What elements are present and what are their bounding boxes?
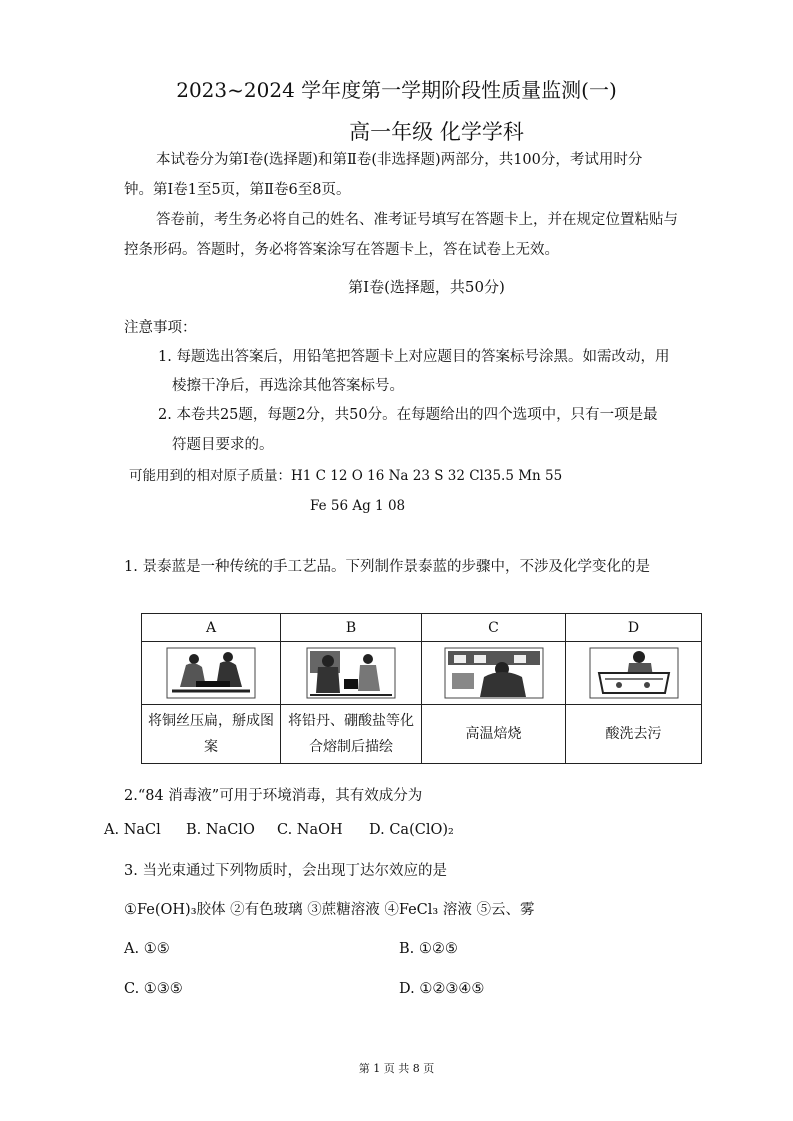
q1-image-d [566,642,702,705]
q1-caption-b [281,705,422,764]
q1-caption-a-line2: 案 [204,739,218,755]
page-footer: 第 1 页 共 8 页 [358,1062,435,1075]
q3-stem: 3. 当光束通过下列物质时，会出现丁达尔效应的是 [124,863,447,879]
q1-col-a: A [142,614,281,642]
q2-option-c: C. NaOH [277,822,343,838]
q1-table [141,613,702,764]
note2-line1: 2. 本卷共25题，每题2分，共50分。在每题给出的四个选项中，只有一项是最 [158,407,658,423]
q3-option-c: C. ①③⑤ [124,981,183,997]
intro-para2-line1: 答卷前，考生务必将自己的姓名、准考证号填写在答题卡上，并在规定位置粘贴与 [156,212,678,228]
q1-stem: 1. 景泰蓝是一种传统的手工艺品。下列制作景泰蓝的步骤中，不涉及化学变化的是 [124,559,650,575]
note1-line2: 棱擦干净后，再选涂其他答案标号。 [172,378,404,394]
q2-option-b: B. NaClO [186,822,255,838]
artisan-painting-enamel-illustration [306,647,396,699]
q1-caption-d [566,705,702,764]
q1-image-a [142,642,281,705]
section1-title: 第Ⅰ卷(选择题，共50分) [348,278,505,296]
q3-option-b: B. ①②⑤ [399,941,458,957]
exam-subtitle: 高一年级 化学学科 [349,120,524,144]
q1-caption-b-line1: 将铅丹、硼酸盐等化 [288,713,414,729]
atomic-mass-line1: 可能用到的相对原子质量：H1 C 12 O 16 Na 23 S 32 Cl35.5 Mn 55 [129,468,563,484]
intro-para1-line2: 钟。第Ⅰ卷1至5页，第Ⅱ卷6至8页。 [124,182,351,198]
intro-para1-line1: 本试卷分为第Ⅰ卷(选择题)和第Ⅱ卷(非选择题)两部分，共100分，考试用时分 [156,152,643,168]
q1-caption-c-line1: 高温焙烧 [465,726,522,742]
q1-image-c [422,642,566,705]
intro-para2-line2: 控条形码。答题时，务必将答案涂写在答题卡上，答在试卷上无效。 [124,242,559,258]
q3-option-d: D. ①②③④⑤ [399,981,485,997]
note2-line2: 符题目要求的。 [172,437,274,453]
artisan-flattening-wire-illustration [166,647,256,699]
acid-washing-illustration [589,647,679,699]
q1-caption-b-line2: 合熔制后描绘 [309,739,393,755]
q2-stem: 2.“84 消毒液”可用于环境消毒，其有效成分为 [124,788,423,804]
q3-items: ①Fe(OH)₃胶体 ②有色玻璃 ③蔗糖溶液 ④FeCl₃ 溶液 ⑤云、雾 [124,902,535,918]
notes-label: 注意事项： [124,320,197,336]
q3-option-a: A. ①⑤ [124,941,170,957]
q2-option-a: A. NaCl [104,822,161,838]
kiln-firing-illustration [444,647,544,699]
q1-caption-d-line1: 酸洗去污 [605,726,662,742]
q1-image-b [281,642,422,705]
q2-option-d: D. Ca(ClO)₂ [369,822,454,838]
q1-col-b: B [281,614,422,642]
exam-title: 2023~2024 学年度第一学期阶段性质量监测(一) [176,78,617,102]
atomic-mass-line2: Fe 56 Ag 1 08 [310,498,406,514]
q1-caption-a-line1: 将铜丝压扁，掰成图 [148,713,274,729]
q1-col-d: D [566,614,702,642]
q1-caption-c [422,705,566,764]
note1-line1: 1. 每题选出答案后，用铅笔把答题卡上对应题目的答案标号涂黑。如需改动，用 [158,349,670,365]
q1-caption-a [142,705,281,764]
q1-col-c: C [422,614,566,642]
